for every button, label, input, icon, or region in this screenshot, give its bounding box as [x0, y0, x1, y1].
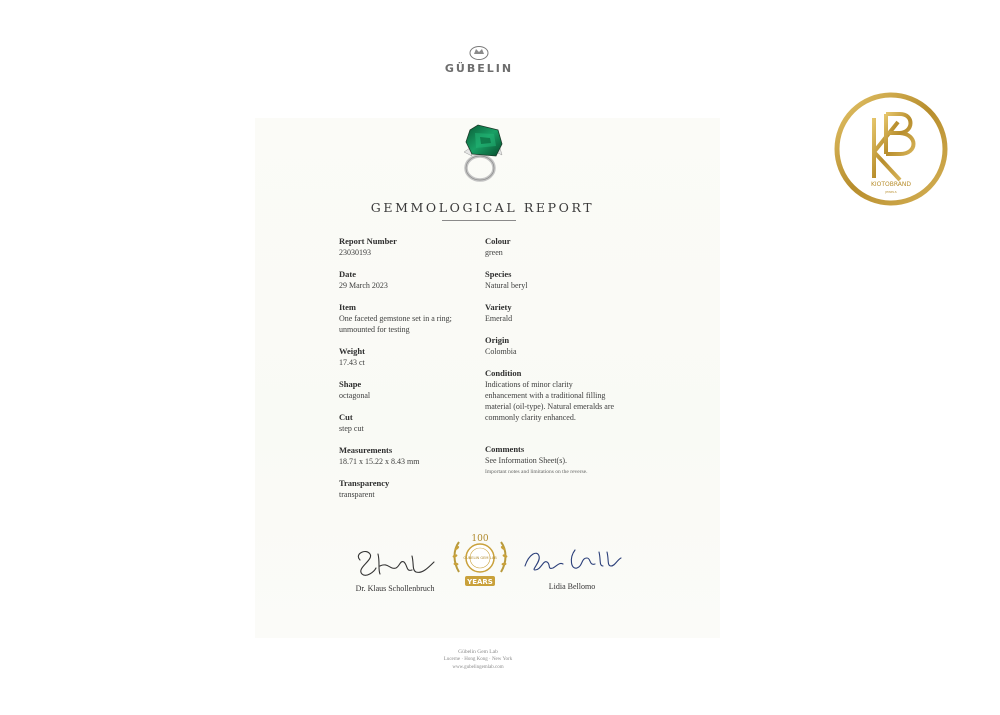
field-value: Indications of minor clarity enhancement with a traditional filling material (oil-type). Natural emeralds are commonly clarity enhanced.	[485, 380, 615, 422]
footer-website: www.gubelingemlab.com	[452, 665, 504, 670]
field-origin	[485, 335, 625, 357]
field-value: See Information Sheet(s).	[485, 456, 567, 465]
field-label: Measurements	[339, 445, 393, 455]
field-cut	[339, 412, 479, 434]
field-value: Natural beryl	[485, 281, 528, 290]
title-divider	[442, 220, 516, 221]
field-value: One faceted gemstone set in a ring; unmounted for testing	[339, 314, 452, 334]
field-value: 29 March 2023	[339, 281, 388, 290]
seal-text: YEARS	[467, 578, 493, 586]
field-note: Important notes and limitations on the reverse.	[485, 469, 588, 475]
signatory-name: Dr. Klaus Schollenbruch	[355, 584, 435, 593]
field-item	[339, 302, 474, 335]
field-weight	[339, 346, 479, 368]
kb-logo-text: KIOTOBRAND	[870, 181, 912, 188]
signatory-name: Lidia Bellomo	[548, 582, 596, 591]
field-label: Variety	[485, 302, 512, 312]
field-comments	[485, 444, 620, 475]
field-label: Shape	[339, 379, 362, 389]
field-value: transparent	[339, 490, 375, 499]
field-report-number	[339, 236, 479, 258]
field-measurements	[339, 445, 479, 467]
field-value: green	[485, 248, 503, 257]
field-value: Colombia	[485, 347, 517, 356]
field-date	[339, 269, 479, 291]
field-shape	[339, 379, 479, 401]
field-label: Weight	[339, 346, 365, 356]
field-condition	[485, 368, 615, 423]
field-label: Colour	[485, 236, 511, 246]
gubelin-logo	[438, 44, 520, 75]
seal-ring-text: GÜBELIN GEM LAB	[463, 556, 497, 560]
kb-brand-logo	[834, 92, 948, 206]
footer-locations: Lucerne · Hong Kong · New York	[443, 657, 513, 662]
field-value: step cut	[339, 424, 364, 433]
crest-icon	[468, 44, 490, 60]
field-label: Origin	[485, 335, 510, 345]
field-value: 17.43 ct	[339, 358, 365, 367]
field-variety	[485, 302, 625, 324]
emerald-ring-image	[458, 122, 506, 184]
lab-footer	[418, 648, 538, 672]
footer-lab-name: Gübelin Gem Lab	[458, 649, 498, 655]
signature-left	[340, 546, 450, 593]
field-value: Emerald	[485, 314, 513, 323]
field-label: Transparency	[339, 478, 390, 488]
field-value: 18.71 x 15.22 x 8.43 mm	[339, 457, 420, 466]
handwritten-signature-image	[517, 544, 627, 578]
field-label: Species	[485, 269, 512, 279]
field-label: Cut	[339, 412, 353, 422]
signature-right	[512, 544, 632, 591]
field-label: Comments	[485, 444, 525, 454]
field-label: Date	[339, 269, 356, 279]
field-species	[485, 269, 625, 291]
kb-logo-subtext: JEWELS	[885, 190, 897, 194]
handwritten-signature-image	[350, 546, 440, 580]
field-label: Report Number	[339, 236, 397, 246]
field-value: 23030193	[339, 248, 371, 257]
field-transparency	[339, 478, 479, 500]
field-label: Condition	[485, 368, 522, 378]
seal-number: 100	[471, 534, 489, 544]
field-colour	[485, 236, 625, 258]
brand-name: GÜBELIN	[444, 62, 514, 75]
centenary-seal-icon	[449, 532, 511, 590]
field-label: Item	[339, 302, 356, 312]
field-value: octagonal	[339, 391, 371, 400]
report-title: GEMMOLOGICAL REPORT	[370, 200, 595, 215]
